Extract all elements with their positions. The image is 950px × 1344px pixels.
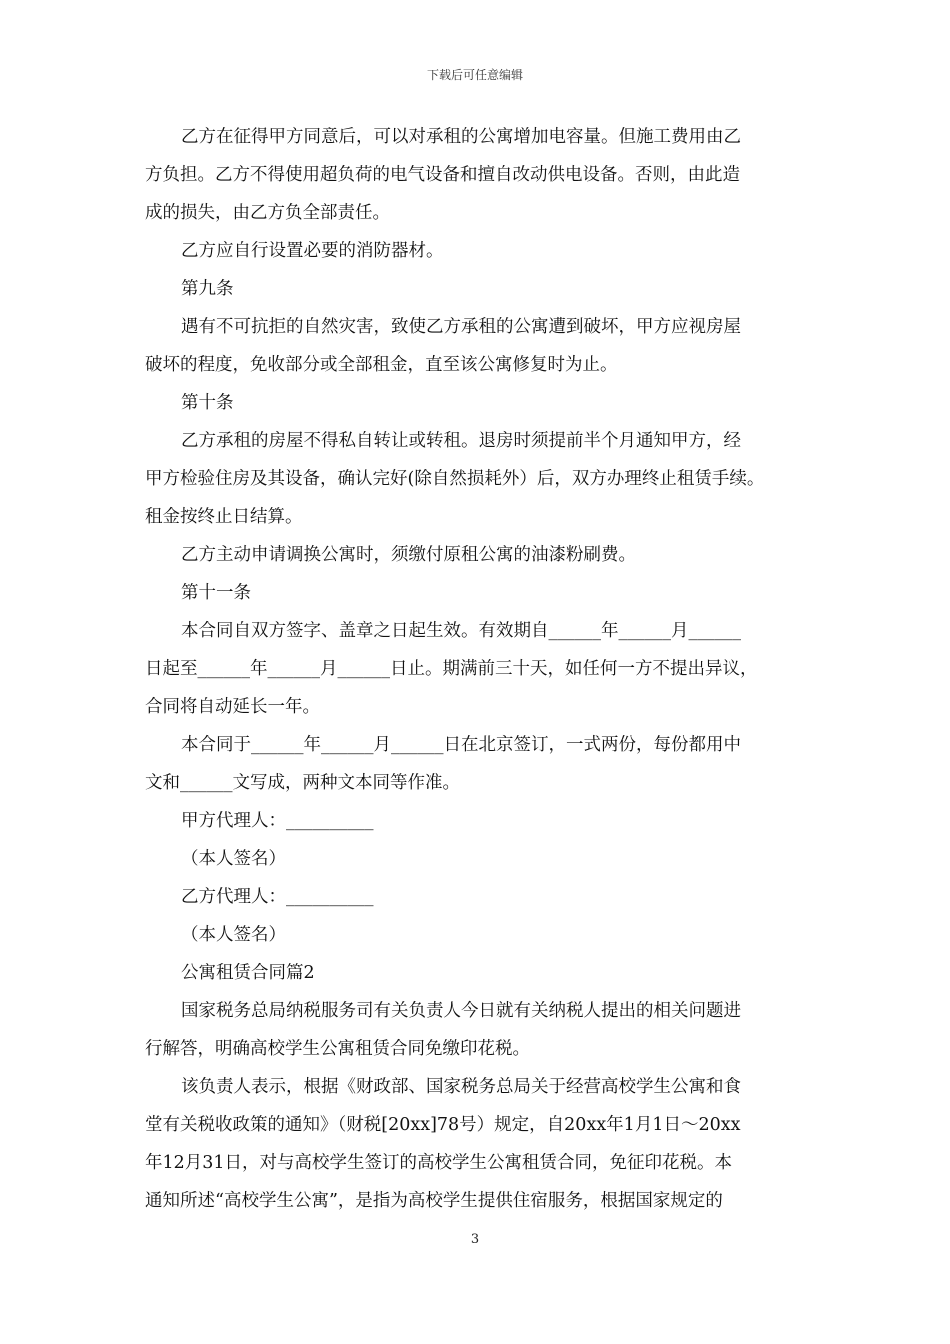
text-line: 该负责人表示，根据《财政部、国家税务总局关于经营高校学生公寓和食 xyxy=(181,1077,741,1097)
text-line: 通知所述“高校学生公寓”，是指为高校学生提供住宿服务，根据国家规定的 xyxy=(145,1191,723,1211)
text-line: 堂有关税收政策的通知》（财税[20xx]78号）规定，自20xx年1月1日～20xx xyxy=(145,1115,741,1135)
text-line: 破坏的程度，免收部分或全部租金，直至该公寓修复时为止。 xyxy=(145,355,618,375)
text-line: 方负担。乙方不得使用超负荷的电气设备和擅自改动供电设备。否则，由此造 xyxy=(145,165,740,185)
page-header: 下载后可任意编辑 xyxy=(426,68,523,82)
text-line: （本人签名） xyxy=(181,849,286,869)
text-line: 国家税务总局纳税服务司有关负责人今日就有关纳税人提出的相关问题进 xyxy=(181,1001,741,1021)
text-line: 公寓租赁合同篇2 xyxy=(181,963,315,983)
text-line: 日起至______年______月______日止。期满前三十天，如任何一方不提出异议， xyxy=(145,659,758,679)
text-line: 租金按终止日结算。 xyxy=(145,507,303,527)
text-line: 乙方主动申请调换公寓时，须缴付原租公寓的油漆粉刷费。 xyxy=(181,545,636,565)
text-line: 第十条 xyxy=(181,393,234,413)
text-line: 成的损失，由乙方负全部责任。 xyxy=(145,203,390,223)
document-body xyxy=(145,118,810,1220)
text-line: 合同将自动延长一年。 xyxy=(145,697,320,717)
text-line: 乙方应自行设置必要的消防器材。 xyxy=(181,241,444,261)
text-line: 遇有不可抗拒的自然灾害，致使乙方承租的公寓遭到破坏，甲方应视房屋 xyxy=(181,317,741,337)
text-line: 年12月31日，对与高校学生签订的高校学生公寓租赁合同，免征印花税。本 xyxy=(145,1153,733,1173)
text-line: 本合同于______年______月______日在北京签订，一式两份，每份都用中 xyxy=(181,735,741,755)
text-line: （本人签名） xyxy=(181,925,286,945)
text-line: 乙方承租的房屋不得私自转让或转租。退房时须提前半个月通知甲方，经 xyxy=(181,431,741,451)
text-line: 文和______文写成，两种文本同等作准。 xyxy=(145,773,460,793)
text-line: 行解答，明确高校学生公寓租赁合同免缴印花税。 xyxy=(145,1039,530,1059)
text-line: 乙方在征得甲方同意后，可以对承租的公寓增加电容量。但施工费用由乙 xyxy=(181,127,741,147)
text-line: 甲方检验住房及其设备，确认完好(除自然损耗外）后，双方办理终止租赁手续。 xyxy=(145,469,765,489)
page-number: 3 xyxy=(470,1232,480,1247)
text-line: 第十一条 xyxy=(181,583,251,603)
text-line: 乙方代理人：__________ xyxy=(181,887,374,907)
text-line: 第九条 xyxy=(181,279,234,299)
text-line: 甲方代理人：__________ xyxy=(181,811,374,831)
text-line: 本合同自双方签字、盖章之日起生效。有效期自______年______月______ xyxy=(181,621,741,641)
